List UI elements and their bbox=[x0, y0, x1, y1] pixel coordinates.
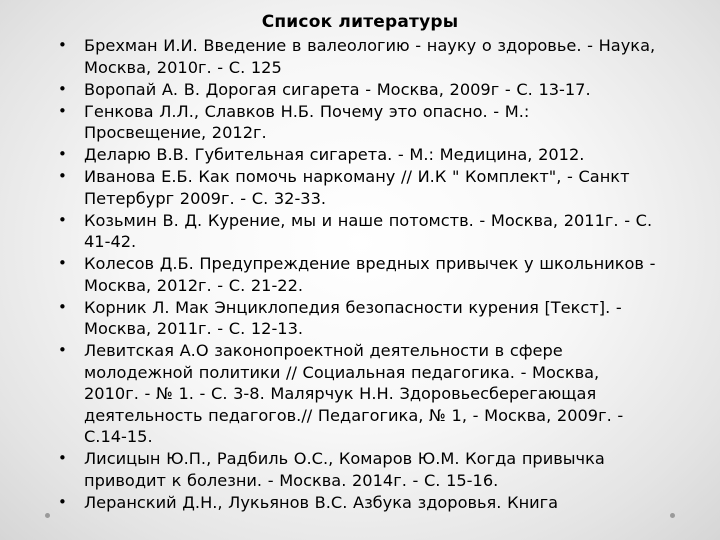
list-item-text: Корник Л. Мак Энциклопедия безопасности курения [Текст]. - Москва, 2011г. - С. 12-13. bbox=[84, 297, 622, 338]
list-item-text: Колесов Д.Б. Предупреждение вредных привычек у школьников - Москва, 2012г. - С. 21-22. bbox=[84, 254, 656, 295]
list-item bbox=[56, 101, 656, 144]
bullet-icon: • bbox=[58, 101, 67, 120]
decorative-dot-icon bbox=[45, 513, 50, 518]
bullet-icon: • bbox=[58, 36, 67, 54]
bullet-icon: • bbox=[58, 449, 67, 467]
list-item bbox=[56, 340, 656, 448]
list-item bbox=[56, 79, 656, 101]
list-item-text: Деларю В.В. Губительная сигарета. - М.: Медицина, 2012. bbox=[84, 145, 585, 164]
list-item bbox=[56, 253, 656, 296]
list-item-text: Воропай А. В. Дорогая сигарета - Москва, 2009г - С. 13-17. bbox=[84, 79, 591, 99]
bibliography-list bbox=[56, 35, 656, 514]
bullet-icon: • bbox=[58, 297, 67, 316]
list-item bbox=[56, 144, 656, 166]
bullet-icon: • bbox=[58, 79, 67, 98]
list-item-text: Леранский Д.Н., Лукьянов В.С. Азбука здоровья. Книга bbox=[84, 492, 559, 512]
list-item-text: Иванова Е.Б. Как помочь наркоману // И.К " Комплект", - Санкт Петербург 2009г. - С. 32-33. bbox=[84, 167, 630, 208]
list-item bbox=[56, 210, 656, 253]
list-item bbox=[56, 166, 656, 209]
bullet-icon: • bbox=[58, 210, 67, 229]
bullet-icon: • bbox=[58, 167, 67, 185]
slide-title: Список литературы bbox=[261, 12, 459, 32]
bullet-icon: • bbox=[58, 341, 67, 359]
list-item-text: Генкова Л.Л., Славков Н.Б. Почему это опасно. - М.: Просвещение, 2012г. bbox=[84, 101, 530, 142]
list-item bbox=[56, 297, 656, 340]
bullet-icon: • bbox=[58, 145, 67, 163]
list-item bbox=[56, 35, 656, 78]
list-item-text: Брехман И.И. Введение в валеологию - науку о здоровье. - Наука, Москва, 2010г. - С. 125 bbox=[84, 36, 656, 77]
decorative-dot-icon bbox=[670, 513, 675, 518]
list-item-text: Козьмин В. Д. Курение, мы и наше потомств. - Москва, 2011г. - С. 41-42. bbox=[84, 210, 653, 251]
bullet-icon: • bbox=[58, 492, 67, 511]
list-item-text: Левитская А.О законопроектной деятельности в сфере молодежной политики // Социальная педагогика. - Москва, 2010г. - № 1. - С. 3-8. Малярчук Н.Н. Здоровьесберегающая деятельность педагогов.// Педагогика, № 1, - Москва, 2009г. - С.14-15. bbox=[84, 341, 624, 446]
list-item bbox=[56, 448, 656, 491]
bullet-icon: • bbox=[58, 254, 67, 272]
list-item bbox=[56, 492, 656, 514]
list-item-text: Лисицын Ю.П., Радбиль О.С., Комаров Ю.М. Когда привычка приводит к болезни. - Москва. 2014г. - С. 15-16. bbox=[84, 449, 605, 490]
